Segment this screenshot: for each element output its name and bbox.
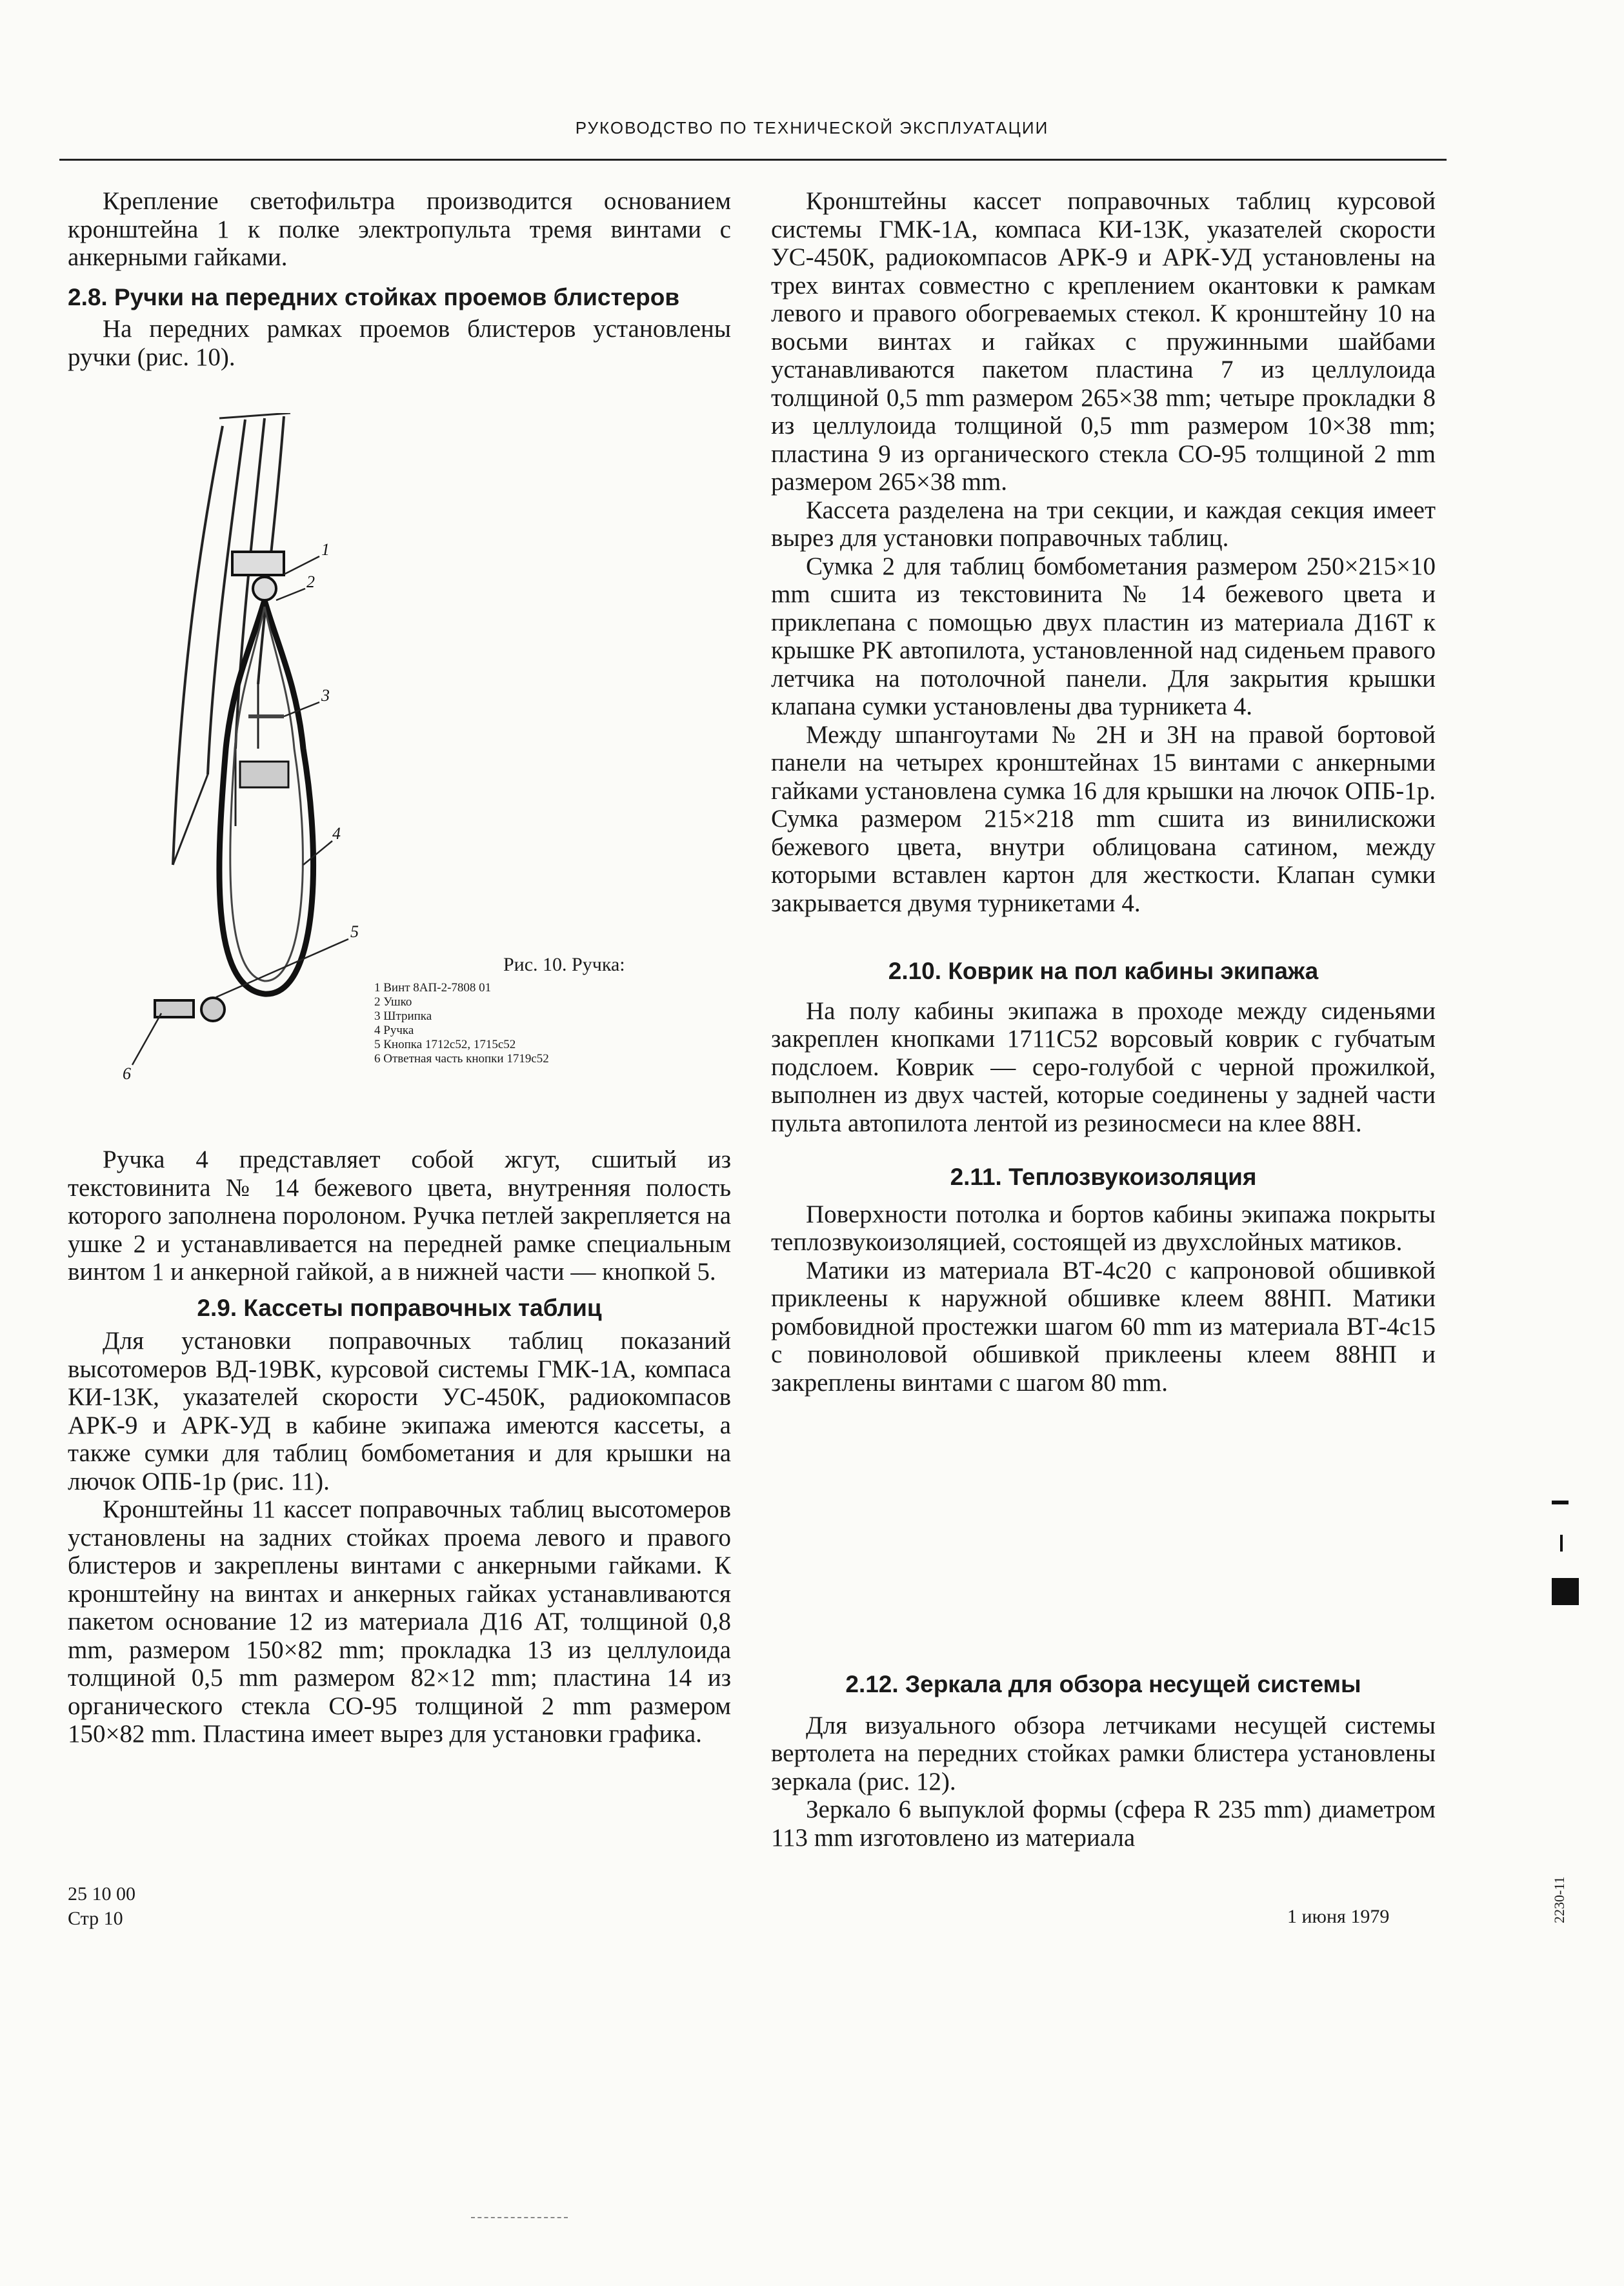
section-heading-2-9: 2.9. Кассеты поправочных таблиц [197, 1294, 602, 1321]
legend-item-1: 1 Винт 8АП-2-7808 01 [374, 981, 492, 995]
callout-label-3: 3 [321, 686, 330, 705]
legend-item-2: 2 Ушко [374, 995, 412, 1009]
paragraph: Кассета разделена на три секции, и каждая секция имеет вырез для установки поправочных таблиц. [771, 496, 1436, 552]
footer-code: 25 10 00 [68, 1883, 135, 1905]
paragraph: Матики из материала ВТ-4с20 с капроновой обшивкой приклеены к наружной обшивке клеем 88НП. Матики ромбовидной простежки шагом 60 mm из материала ВТ-4с15 с повиноловой обшивкой приклеены клеем 88НП и закреплены винтами с шагом 80 mm. [771, 1256, 1436, 1397]
paragraph: Кронштейны кассет поправочных таблиц курсовой системы ГМК-1А, компаса КИ-13К, указателей скорости УС-450К, радиокомпасов АРК-9 и АРК-УД установлены на трех винтах совместно с креплением окантовки к рамкам левого и правого обогреваемых стекол. К кронштейну 10 на восьми винтах и гайках с пружинными шайбами устанавливаются пакетом пластина 7 из целлулоида толщиной 0,5 mm размером 265×38 mm; четыре прокладки 8 из целлулоида толщиной 0,5 mm размером 10×38 mm; пластина 9 из органического стекла СО-95 толщиной 2 mm размером 265×38 mm. [771, 187, 1436, 496]
paragraph: На передних рамках проемов блистеров установлены ручки (рис. 10). [68, 315, 731, 371]
header-rule [59, 159, 1447, 161]
left-column-top [68, 187, 731, 371]
callout-label-4: 4 [332, 824, 341, 843]
left-column-bottom [68, 1146, 731, 1748]
margin-block [1552, 1578, 1579, 1605]
callout-label-2: 2 [306, 572, 315, 591]
paragraph: Зеркало 6 выпуклой формы (сфера R 235 mm) диаметром 113 mm изготовлено из материала [771, 1795, 1436, 1852]
callout-label-6: 6 [123, 1064, 131, 1083]
legend-item-3: 3 Штрипка [374, 1009, 432, 1023]
paragraph: Ручка 4 представляет собой жгут, сшитый из текстовинита № 14 бежевого цвета, внутренняя полость которого заполнена поролоном. Ручка петлей закрепляется на ушке 2 и устанавливается на передней рамке специальным винтом 1 и анкерной гайкой, а в нижней части — кнопкой 5. [68, 1146, 731, 1286]
paragraph: Для визуального обзора летчиками несущей системы вертолета на передних стойках рамки блистера установлены зеркала (рис. 12). [771, 1711, 1436, 1795]
side-code: 2230-11 [1551, 1876, 1567, 1923]
running-header: РУКОВОДСТВО ПО ТЕХНИЧЕСКОЙ ЭКСПЛУАТАЦИИ [575, 118, 1049, 137]
footer-date: 1 июня 1979 [1287, 1906, 1390, 1927]
section-heading-2-8: 2.8. Ручки на передних стойках проемов блистеров [68, 283, 680, 310]
section-heading-2-10: 2.10. Коврик на пол кабины экипажа [888, 958, 1319, 984]
section-heading-2-11: 2.11. Теплозвукоизоляция [950, 1164, 1257, 1190]
legend-item-6: 6 Ответная часть кнопки 1719с52 [374, 1052, 549, 1066]
callout-label-5: 5 [350, 922, 359, 941]
paragraph: На полу кабины экипажа в проходе между сиденьями закреплен кнопками 1711С52 ворсовый коврик с губчатым подслоем. Коврик — серо-голубой с черной прожилкой, выполнен из двух частей, которые соединены у задней части пульта автопилота лентой из резиносмеси на клее 88Н. [771, 996, 1436, 1137]
paragraph: Крепление светофильтра производится основанием кронштейна 1 к полке электропульта тремя винтами с анкерными гайками. [68, 187, 731, 271]
paragraph: Поверхности потолка и бортов кабины экипажа покрыты теплозвукоизоляцией, состоящей из двухслойных матиков. [771, 1200, 1436, 1256]
legend-item-4: 4 Ручка [374, 1024, 414, 1037]
paragraph: Между шпангоутами № 2Н и 3Н на правой бортовой панели на четырех кронштейнах 15 винтами с анкерными гайками установлена сумка 16 для крышки на лючок ОПБ-1р. Сумка размером 215×218 mm сшита из винилискожи бежевого цвета, внутри облицована сатином, между которыми вставлен картон для жесткости. Клапан сумки закрывается двумя турникетами 4. [771, 720, 1436, 917]
bottom-scan-mark [471, 2217, 568, 2218]
margin-mark [1552, 1501, 1569, 1504]
paragraph: Кронштейны 11 кассет поправочных таблиц высотомеров установлены на задних стойках проема левого и правого блистеров и закреплены винтами с анкерными гайками. К кронштейну на винтах и анкерных гайках устанавливаются пакетом основание 12 из материала Д16 АТ, толщиной 0,8 mm, размером 150×82 mm; прокладка 13 из целлулоида толщиной 0,5 mm размером 82×12 mm; пластина 14 из органического стекла СО-95 толщиной 2 mm размером 150×82 mm. Пластина имеет вырез для установки графика. [68, 1495, 731, 1748]
legend-item-5: 5 Кнопка 1712с52, 1715с52 [374, 1038, 516, 1051]
margin-mark [1560, 1535, 1563, 1552]
figure-caption: Рис. 10. Ручка: [503, 954, 625, 975]
paragraph: Сумка 2 для таблиц бомбометания размером 250×215×10 mm сшита из текстовинита № 14 бежевого цвета и приклепана с помощью двух пластин из материала Д16Т к крышке РК автопилота, установленной над сиденьем правого летчика на потолочной панели. Для закрытия крышки клапана сумки установлены два турникета 4. [771, 552, 1436, 720]
paragraph: Для установки поправочных таблиц показаний высотомеров ВД-19ВК, курсовой системы ГМК-1А, компаса КИ-13К, указателей скорости УС-450К, радиокомпасов АРК-9 и АРК-УД в кабине экипажа имеются кассеты, а также сумки для таблиц бомбометания и для крышки на лючок ОПБ-1р (рис. 11). [68, 1327, 731, 1495]
section-heading-2-12: 2.12. Зеркала для обзора несущей системы [845, 1671, 1361, 1697]
right-column-bottom [771, 1670, 1436, 1852]
footer-page-number: Стр 10 [68, 1908, 123, 1929]
callout-label-1: 1 [321, 540, 330, 559]
right-column-top [771, 187, 1436, 1397]
figure-legend [374, 981, 736, 1066]
